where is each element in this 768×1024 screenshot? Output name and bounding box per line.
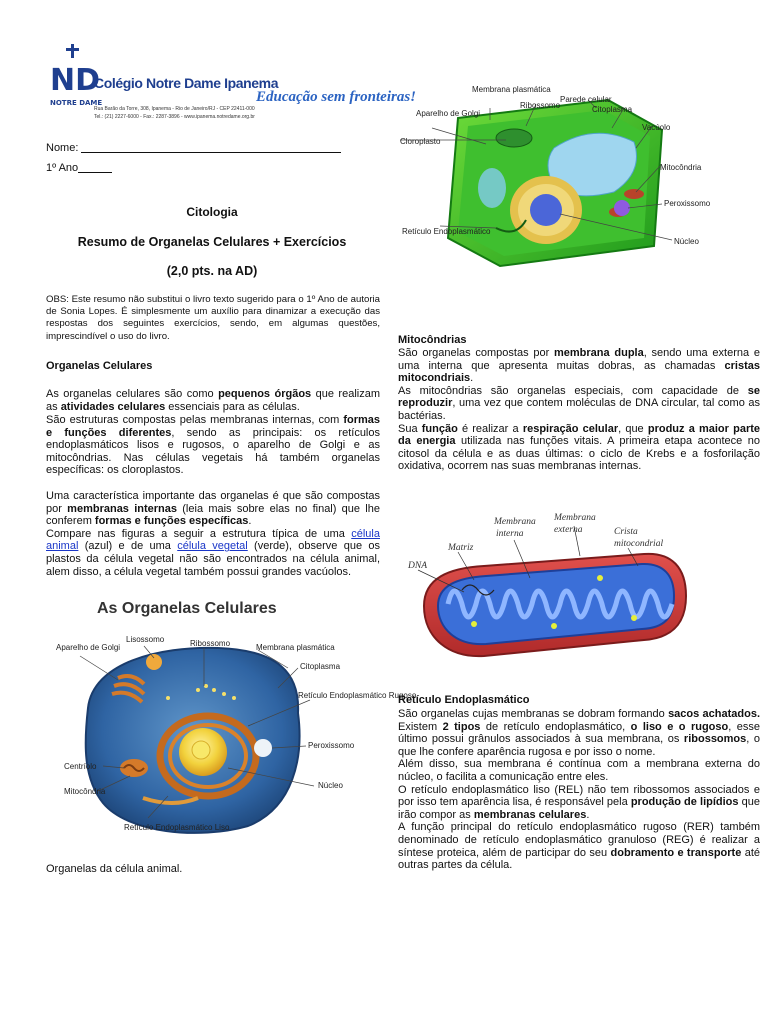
label-peroxissomo: Peroxissomo bbox=[308, 741, 355, 750]
mito-label-dna: DNA bbox=[408, 561, 427, 571]
label-nucleo: Núcleo bbox=[318, 781, 343, 790]
plant-label-cloroplasto: Cloroplasto bbox=[400, 137, 441, 146]
label-centriolo: Centríolo bbox=[64, 762, 97, 771]
organelas-paragraph-2: São estruturas compostas pelas membranas internas, com formas e funções diferentes, sendo as principais: os retículos endoplasmáticos lisos e rugosos, o aparelho de Golgi e as mitocôndrias. Nas células vegetais há também organelas específicas: os cloroplastos. bbox=[46, 414, 380, 477]
subject-title: Citologia bbox=[186, 205, 238, 219]
mitochondrion-body bbox=[424, 554, 686, 656]
label-rel: Retículo Endoplasmático Liso bbox=[124, 823, 230, 832]
school-slogan: Educação sem fronteiras! bbox=[256, 89, 417, 105]
obs-paragraph: OBS: Este resumo não substitui o livro texto sugerido para o 1º Ano de autoria de Sonia Lopes. É simplesmente um auxílio para dinamizar a execução das respostas dos seguintes exercícios, sendo, em algumas questões, imprescindível o uso do livro. bbox=[46, 294, 380, 342]
plant-cell-diagram bbox=[396, 78, 726, 274]
school-address: Rua Barão da Torre, 308, Ipanema - Rio de Janeiro/RJ - CEP 22411-000 bbox=[94, 106, 255, 112]
plant-label-nucleo: Núcleo bbox=[674, 237, 699, 246]
animal-cell-body bbox=[86, 648, 300, 833]
mito-label-crista-2: mitocondrial bbox=[614, 539, 664, 549]
label-rer: Retículo Endoplasmático Rugoso bbox=[298, 691, 417, 700]
school-logo bbox=[44, 42, 417, 132]
animal-cell-diagram bbox=[48, 628, 417, 856]
reticulo-text: São organelas cujas membranas se dobram formando sacos achatados. Existem 2 tipos de retículo endoplasmático, o liso e o rugoso, esse último possui grânulos associados à sua membrana, os ribossomos, o que lhe confere aparência rugosa e por isso o nome. Além disso, sua membrana é contínua com a membrana externa do núcleo, o facilita a comunicação entre eles. O retículo endoplasmático liso (REL) não tem ribossomos associados e por isso tem aparência lisa, é responsável pela produção de lipídios que irão compor as membranas celulares. A função principal do retículo endoplasmático rugoso (RER) também denominado de retículo endoplasmático granuloso (REG) é realizar a síntese proteica, além de participar do seu dobramento e transporte até outras partes da célula. bbox=[398, 708, 761, 872]
mito-label-membrana-externa-1: Membrana bbox=[554, 513, 596, 523]
plant-cell-body bbox=[448, 100, 662, 266]
year-label: 1º Ano bbox=[46, 162, 79, 174]
label-mitocondria: Mitocôndria bbox=[64, 787, 106, 796]
animal-cell-link[interactable]: célula animal bbox=[46, 527, 380, 553]
school-name: Colégio Notre Dame Ipanema bbox=[94, 75, 279, 91]
mitochondrion-diagram bbox=[404, 506, 704, 676]
mito-label-matriz: Matriz bbox=[448, 543, 474, 553]
plant-cell-link[interactable]: célula vegetal bbox=[177, 540, 248, 553]
plant-label-reticulo: Retículo Endoplasmático bbox=[402, 227, 491, 236]
logo-nd: ND bbox=[50, 63, 101, 98]
mito-label-membrana-interna-1: Membrana bbox=[494, 517, 536, 527]
name-label: Nome: bbox=[46, 142, 79, 154]
logo-notre-dame: NOTRE DAME bbox=[50, 99, 103, 107]
mitocondrias-heading: Mitocôndrias bbox=[398, 334, 467, 346]
plant-label-vacuolo: Vacúolo bbox=[642, 123, 671, 132]
plant-label-mitocondria: Mitocôndria bbox=[660, 163, 702, 172]
plant-label-ribossomo: Ribossomo bbox=[520, 101, 561, 110]
label-golgi: Aparelho de Golgi bbox=[56, 643, 121, 652]
mito-label-crista-1: Crista bbox=[614, 527, 638, 537]
school-contact: Tel.: (21) 2227-6000 - Fax.: 2287-3896 - www.ipanema.notredame.org.br bbox=[94, 114, 255, 120]
year-field[interactable] bbox=[46, 162, 112, 175]
reticulo-heading: Retículo Endoplasmático bbox=[398, 694, 530, 706]
label-lisossomo: Lisossomo bbox=[126, 635, 165, 644]
organelas-heading: Organelas Celulares bbox=[46, 360, 153, 372]
animal-cell-title: As Organelas Celulares bbox=[97, 600, 277, 617]
mito-label-membrana-externa-2: externa bbox=[554, 525, 583, 535]
label-citoplasma: Citoplasma bbox=[300, 662, 341, 671]
label-membrana: Membrana plasmática bbox=[256, 643, 335, 652]
plant-label-parede: Parede celular bbox=[560, 95, 612, 104]
main-title: Resumo de Organelas Celulares + Exercícios bbox=[77, 235, 347, 249]
plant-label-golgi: Aparelho de Golgi bbox=[416, 109, 481, 118]
mito-label-membrana-interna-2: interna bbox=[496, 529, 524, 539]
label-ribossomo: Ribossomo bbox=[190, 639, 231, 648]
plant-label-membrana: Membrana plasmática bbox=[472, 85, 551, 94]
organelas-paragraph-1: As organelas celulares são como pequenos órgãos que realizam as atividades celulares essenciais para as células. bbox=[46, 388, 380, 413]
animal-cell-caption: Organelas da célula animal. bbox=[46, 863, 183, 875]
mitocondrias-text: São organelas compostas por membrana dupla, sendo uma externa e uma interna que apresenta muitas dobras, as chamadas cristas mitocondriais. As mitocôndrias são organelas especiais, com capacidade de se reproduzir, uma vez que contem moléculas de DNA circular, tal como as bactérias. Sua função é realizar a respiração celular, que produz a maior parte da energia utilizada nas funções vitais. A primeira etapa acontece no citosol da célula e as duas últimas: o ciclo de Krebs e a fosforilação oxidativa, ocorrem nas suas membranas internas. bbox=[398, 347, 761, 473]
plant-label-citoplasma: Citoplasma bbox=[592, 105, 633, 114]
plant-label-peroxissomo: Peroxissomo bbox=[664, 199, 711, 208]
organelas-paragraph-3: Uma característica importante das organelas é que são compostas por membranas internas (leia mais sobre elas no final) que lhe conferem formas e funções específicas. Compare nas figuras a seguir a estrutura típica de uma célula animal (azul) e de uma célula vegetal (verde), observe que os plastos da célula vegetal não são encontrados na célula animal, alem disso, a célula vegetal também possui grandes vacúolos. bbox=[46, 490, 380, 578]
name-field[interactable] bbox=[46, 142, 341, 155]
points-title: (2,0 pts. na AD) bbox=[166, 264, 258, 278]
